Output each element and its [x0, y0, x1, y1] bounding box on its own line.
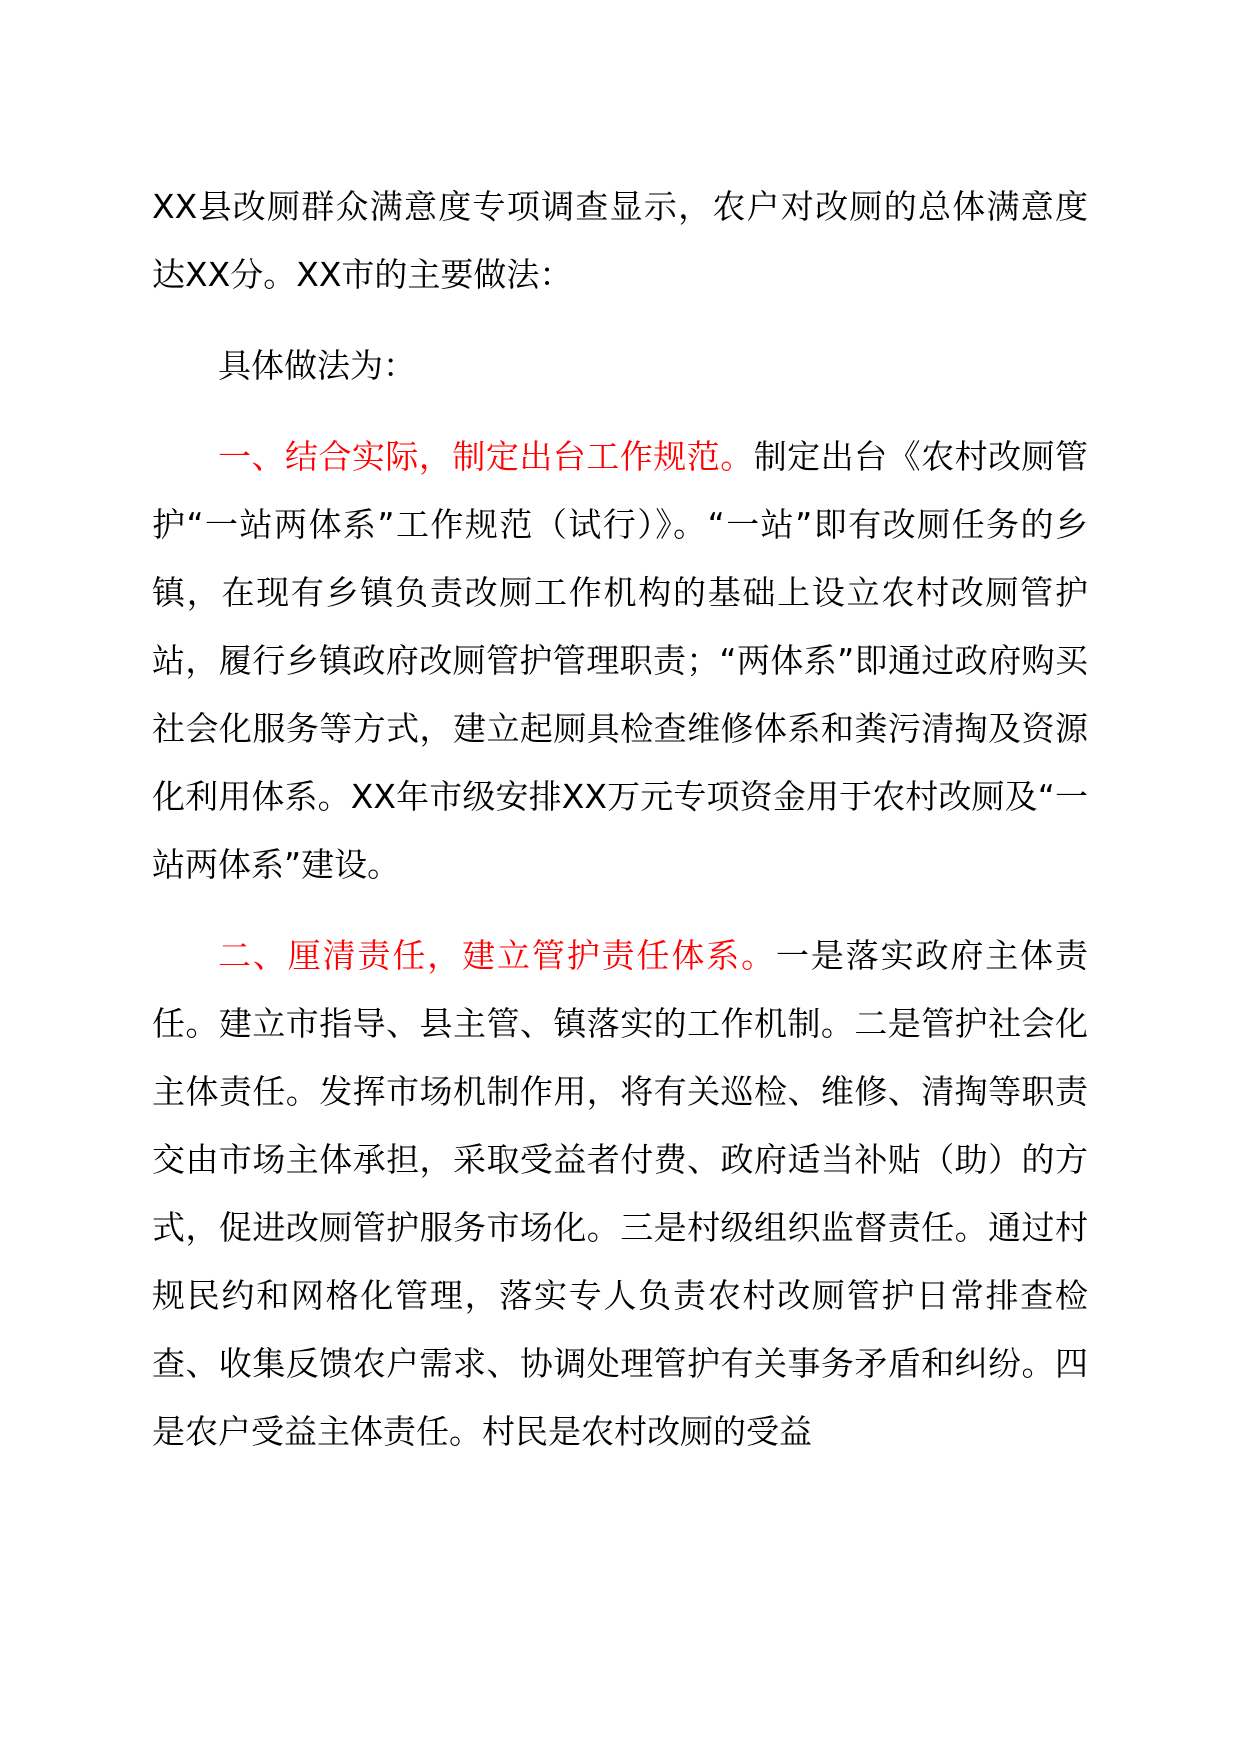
intro-text: XX县改厕群众满意度专项调查显示，农户对改厕的总体满意度达XX分。XX市的主要做法：	[152, 187, 1088, 294]
methods-intro-text: 具体做法为：	[218, 346, 416, 385]
section-two-paragraph	[152, 922, 1088, 1466]
section-two-text: 一是落实政府主体责任。建立市指导、县主管、镇落实的工作机制。二是管护社会化主体责任。发挥市场机制作用，将有关巡检、维修、清掏等职责交由市场主体承担，采取受益者付费、政府适当补贴（助）的方式，促进改厕管护服务市场化。三是村级组织监督责任。通过村规民约和网格化管理，落实专人负责农村改厕管护日常排查检查、收集反馈农户需求、协调处理管护有关事务矛盾和纠纷。四是农户受益主体责任。村民是农村改厕的受益	[152, 936, 1088, 1451]
document-body	[152, 173, 1088, 1466]
section-two-heading: 二、厘清责任，建立管护责任体系。	[218, 936, 776, 975]
section-one-heading: 一、结合实际，制定出台工作规范。	[218, 437, 754, 476]
section-one-paragraph	[152, 423, 1088, 899]
intro-paragraph	[152, 173, 1088, 309]
section-one-text: 制定出台《农村改厕管护“一站两体系”工作规范（试行）》。“一站”即有改厕任务的乡镇，在现有乡镇负责改厕工作机构的基础上设立农村改厕管护站，履行乡镇政府改厕管护管理职责；“两体系”即通过政府购买社会化服务等方式，建立起厕具检查维修体系和粪污清掏及资源化利用体系。XX年市级安排XX万元专项资金用于农村改厕及“一站两体系”建设。	[152, 437, 1089, 884]
methods-intro-paragraph	[152, 332, 1088, 400]
